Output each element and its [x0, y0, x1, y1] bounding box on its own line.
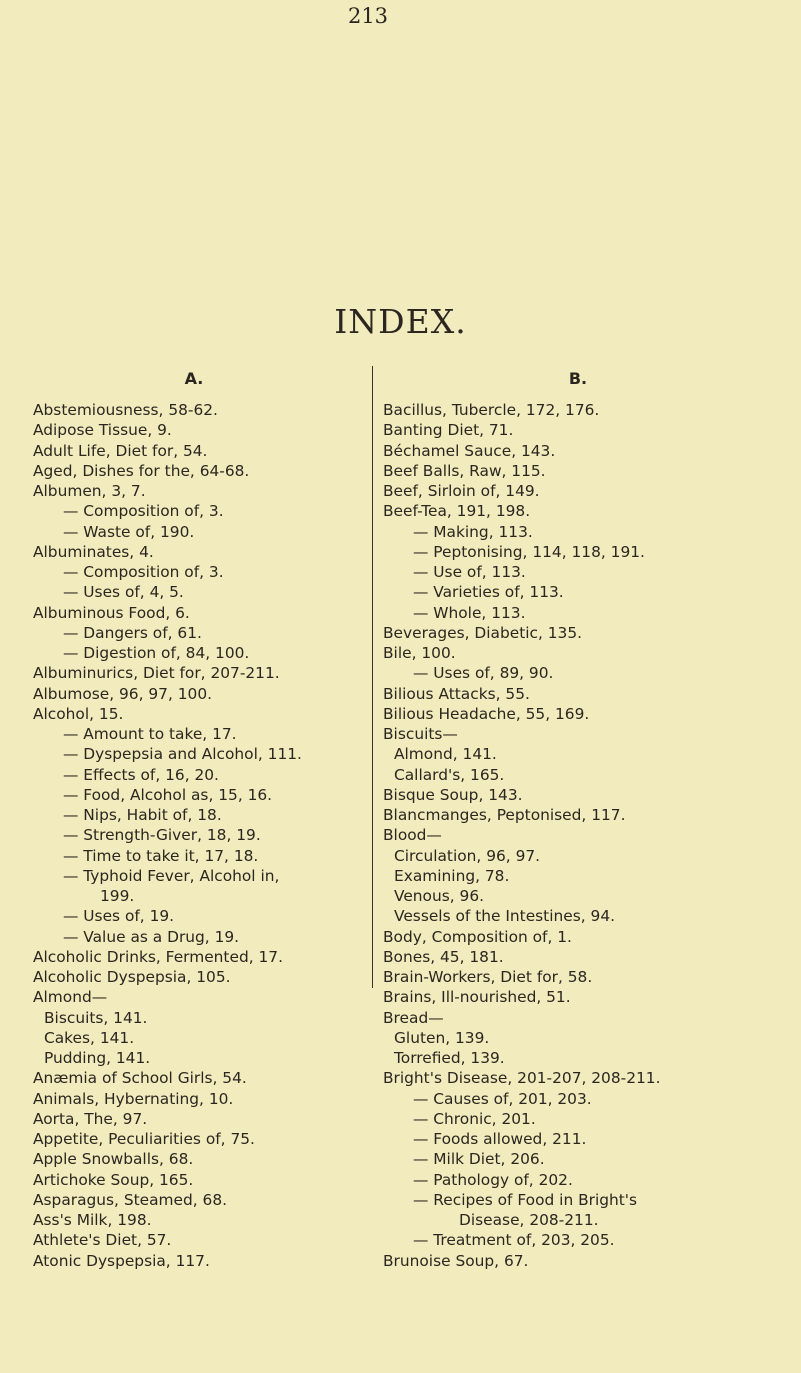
index-entry: Blancmanges, Peptonised, 117. — [383, 806, 626, 824]
index-child-entry: Biscuits, 141. — [44, 1008, 148, 1027]
index-entry: Brunoise Soup, 67. — [383, 1251, 529, 1270]
index-child-entry: Cakes, 141. — [44, 1028, 135, 1047]
index-entry: Body, Composition of, 1. — [383, 927, 572, 946]
index-entry: Asparagus, Steamed, 68. — [33, 1190, 228, 1209]
index-entry: Alcohol, 15. — [33, 704, 124, 723]
index-subentry: — Amount to take, 17. — [63, 725, 237, 743]
index-entry: Aorta, The, 97. — [33, 1109, 148, 1128]
index-entry: Beverages, Diabetic, 135. — [383, 623, 583, 642]
index-entry: Alcoholic Drinks, Fermented, 17. — [33, 947, 283, 966]
index-subentry: — Milk Diet, 206. — [413, 1150, 545, 1169]
index-child-entry: Callard's, 165. — [394, 765, 505, 784]
index-entry: Bilious Attacks, 55. — [383, 684, 530, 703]
index-child-entry: Venous, 96. — [394, 887, 485, 905]
index-entry: Albuminurics, Diet for, 207-211. — [33, 664, 280, 683]
index-entry: Animals, Hybernating, 10. — [33, 1089, 234, 1108]
section-letter-b: B. — [568, 369, 588, 388]
index-entry: Appetite, Peculiarities of, 75. — [33, 1130, 255, 1148]
index-subentry: — Uses of, 89, 90. — [413, 664, 554, 683]
index-subentry: — Recipes of Food in Bright's — [413, 1190, 638, 1209]
index-entry: Bones, 45, 181. — [383, 947, 504, 966]
index-subentry: — Effects of, 16, 20. — [63, 765, 219, 784]
index-subentry: — Dangers of, 61. — [63, 623, 202, 642]
index-entry: Béchamel Sauce, 143. — [383, 441, 556, 460]
index-subentry: — Foods allowed, 211. — [413, 1130, 587, 1148]
index-entry: Bread— — [383, 1008, 444, 1027]
section-letter-a: A. — [184, 369, 204, 388]
index-entry: Biscuits— — [383, 725, 458, 743]
index-entry-continuation: 199. — [100, 887, 135, 905]
index-subentry: — Making, 113. — [413, 522, 533, 541]
index-child-entry: Almond, 141. — [394, 745, 497, 764]
index-entry: Albuminous Food, 6. — [33, 603, 190, 622]
index-entry: Ass's Milk, 198. — [33, 1211, 152, 1229]
index-title: INDEX. — [334, 302, 467, 341]
index-entry: Albumose, 96, 97, 100. — [33, 684, 213, 703]
index-entry: Adult Life, Diet for, 54. — [33, 441, 208, 460]
index-entry: Abstemiousness, 58-62. — [33, 401, 218, 419]
index-child-entry: Vessels of the Intestines, 94. — [394, 907, 615, 926]
index-subentry: — Composition of, 3. — [63, 502, 224, 521]
index-subentry: — Time to take it, 17, 18. — [63, 846, 259, 865]
index-entry: Bisque Soup, 143. — [383, 785, 523, 804]
index-entry: Atonic Dyspepsia, 117. — [33, 1251, 210, 1270]
index-entry: Beef-Tea, 191, 198. — [383, 502, 531, 521]
index-column-b — [383, 368, 773, 1271]
index-subentry: — Waste of, 190. — [63, 522, 195, 541]
index-subentry: — Uses of, 19. — [63, 907, 175, 926]
index-subentry: — Digestion of, 84, 100. — [63, 644, 250, 662]
index-subentry: — Chronic, 201. — [413, 1109, 536, 1128]
index-entry: Anæmia of School Girls, 54. — [33, 1069, 247, 1088]
index-subentry: — Treatment of, 203, 205. — [413, 1231, 615, 1250]
index-entry: Bile, 100. — [383, 644, 456, 662]
index-child-entry: Pudding, 141. — [44, 1049, 151, 1067]
index-entry: Apple Snowballs, 68. — [33, 1150, 194, 1169]
index-entry: Banting Diet, 71. — [383, 421, 514, 440]
index-entry: Almond— — [33, 988, 108, 1007]
page-number: 213 — [347, 4, 389, 28]
index-subentry: — Peptonising, 114, 118, 191. — [413, 542, 645, 561]
index-child-entry: Circulation, 96, 97. — [394, 846, 541, 865]
index-subentry: — Causes of, 201, 203. — [413, 1089, 592, 1108]
index-entry: Bright's Disease, 201-207, 208-211. — [383, 1069, 661, 1088]
index-entry: Beef Balls, Raw, 115. — [383, 461, 546, 480]
index-entry: Albuminates, 4. — [33, 542, 154, 561]
index-subentry: — Composition of, 3. — [63, 563, 224, 581]
index-entry: Bilious Headache, 55, 169. — [383, 704, 590, 723]
index-subentry: — Food, Alcohol as, 15, 16. — [63, 785, 273, 804]
index-entry: Artichoke Soup, 165. — [33, 1170, 194, 1189]
index-subentry: — Varieties of, 113. — [413, 583, 564, 602]
index-subentry: — Nips, Habit of, 18. — [63, 806, 222, 824]
index-entry-continuation: Disease, 208-211. — [459, 1211, 599, 1229]
index-column-a — [33, 368, 363, 1271]
index-subentry: — Typhoid Fever, Alcohol in, — [63, 866, 280, 885]
index-entry: Blood— — [383, 826, 442, 845]
index-entry: Bacillus, Tubercle, 172, 176. — [383, 401, 600, 419]
index-child-entry: Gluten, 139. — [394, 1028, 490, 1047]
index-entry: Alcoholic Dyspepsia, 105. — [33, 968, 231, 986]
index-subentry: — Pathology of, 202. — [413, 1170, 573, 1189]
index-subentry: — Value as a Drug, 19. — [63, 927, 240, 946]
index-entry: Adipose Tissue, 9. — [33, 421, 172, 440]
index-subentry: — Use of, 113. — [413, 563, 526, 581]
index-subentry: — Strength-Giver, 18, 19. — [63, 826, 261, 845]
index-subentry: — Dyspepsia and Alcohol, 111. — [63, 745, 302, 764]
index-entry: Aged, Dishes for the, 64-68. — [33, 461, 250, 480]
index-subentry: — Uses of, 4, 5. — [63, 583, 184, 602]
index-entry: Beef, Sirloin of, 149. — [383, 482, 540, 500]
index-child-entry: Examining, 78. — [394, 866, 510, 885]
index-entry: Albumen, 3, 7. — [33, 482, 146, 500]
column-divider — [372, 366, 373, 988]
index-entry: Brain-Workers, Diet for, 58. — [383, 968, 593, 986]
index-child-entry: Torrefied, 139. — [394, 1049, 505, 1067]
index-entry: Athlete's Diet, 57. — [33, 1231, 172, 1250]
index-subentry: — Whole, 113. — [413, 603, 526, 622]
index-entry: Brains, Ill-nourished, 51. — [383, 988, 571, 1007]
